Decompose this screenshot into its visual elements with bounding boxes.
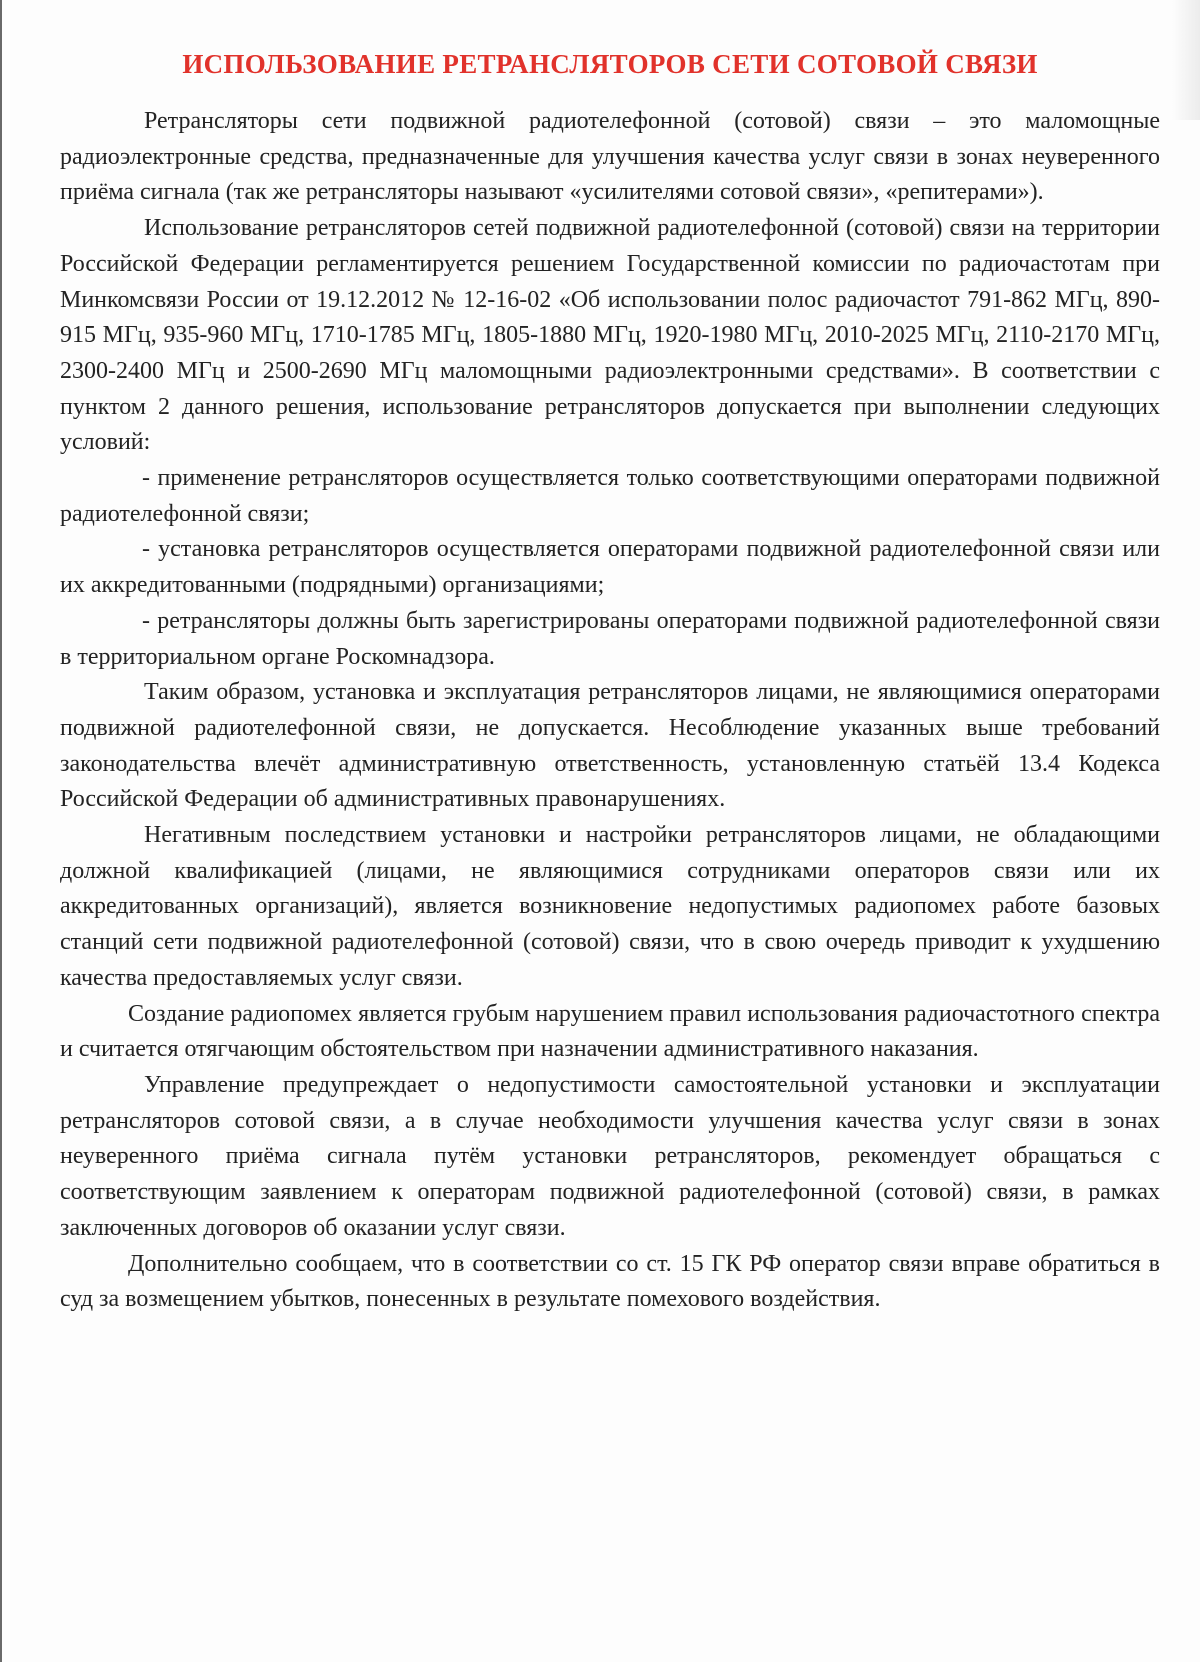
edge-shadow <box>1172 0 1200 120</box>
condition-operators-only: - применение ретрансляторов осуществляется только соответствующими операторами подвижной радиотелефонной связи; <box>60 465 1160 527</box>
paragraph-liability: Таким образом, установка и эксплуатация ретрансляторов лицами, не являющимися операторами подвижной радиотелефонной связи, не допускается. Несоблюдение указанных выше требований законодательства влечёт административную ответственность, установленную статьёй 13.4 Кодекса Российской Федерации об административных правонарушениях. <box>60 679 1160 813</box>
document-title: ИСПОЛЬЗОВАНИЕ РЕТРАНСЛЯТОРОВ СЕТИ СОТОВОЙ СВЯЗИ <box>182 49 1038 79</box>
paragraph-damages: Дополнительно сообщаем, что в соответствии со ст. 15 ГК РФ оператор связи вправе обратиться в суд за возмещением убытков, понесенных в результате помехового воздействия. <box>60 1250 1160 1313</box>
condition-installation: - установка ретрансляторов осуществляется операторами подвижной радиотелефонной связи или их аккредитованными (подрядными) организациями; <box>60 536 1160 599</box>
paragraph-interference: Создание радиопомех является грубым нарушением правил использования радиочастотного спектра и считается отягчающим обстоятельством при назначении административного наказания. <box>60 1000 1160 1063</box>
paragraph-negative-consequences: Негативным последствием установки и настройки ретрансляторов лицами, не обладающими должной квалификацией (лицами, не являющимися сотрудниками операторов связи или их аккредитованных организаций), является возникновение недопустимых радиопомех работе базовых станций сети подвижной радиотелефонной (сотовой) связи, что в свою очередь приводит к ухудшению качества предоставляемых услуг связи. <box>60 822 1160 991</box>
paragraph-definition: Ретрансляторы сети подвижной радиотелефонной (сотовой) связи – это маломощные радиоэлектронные средства, предназначенные для улучшения качества услуг связи в зонах неуверенного приёма сигнала (так же ретрансляторы называют «усилителями сотовой связи», «репитерами»). <box>60 108 1160 206</box>
condition-registration: - ретрансляторы должны быть зарегистрированы операторами подвижной радиотелефонной связи в территориальном органе Роскомнадзора. <box>60 607 1160 670</box>
paragraph-warning: Управление предупреждает о недопустимости самостоятельной установки и эксплуатации ретрансляторов сотовой связи, а в случае необходимости улучшения качества услуг связи в зонах неуверенного приёма сигнала путём установки ретрансляторов, рекомендует обращаться с соответствующим заявлением к операторам подвижной радиотелефонной (сотовой) связи, в рамках заключенных договоров об оказании услуг связи. <box>60 1071 1160 1241</box>
document-body <box>60 44 1160 1318</box>
paragraph-regulation: Использование ретрансляторов сетей подвижной радиотелефонной (сотовой) связи на территории Российской Федерации регламентируется решением Государственной комиссии по радиочастотам при Минкомсвязи России от 19.12.2012 № 12-16-02 «Об использовании полос радиочастот 791-862 МГц, 890-915 МГц, 935-960 МГц, 1710-1785 МГц, 1805-1880 МГц, 1920-1980 МГц, 2010-2025 МГц, 2110-2170 МГц, 2300-2400 МГц и 2500-2690 МГц маломощными радиоэлектронными средствами». В соответствии с пунктом 2 данного решения, использование ретрансляторов допускается при выполнении следующих условий: <box>60 215 1160 456</box>
